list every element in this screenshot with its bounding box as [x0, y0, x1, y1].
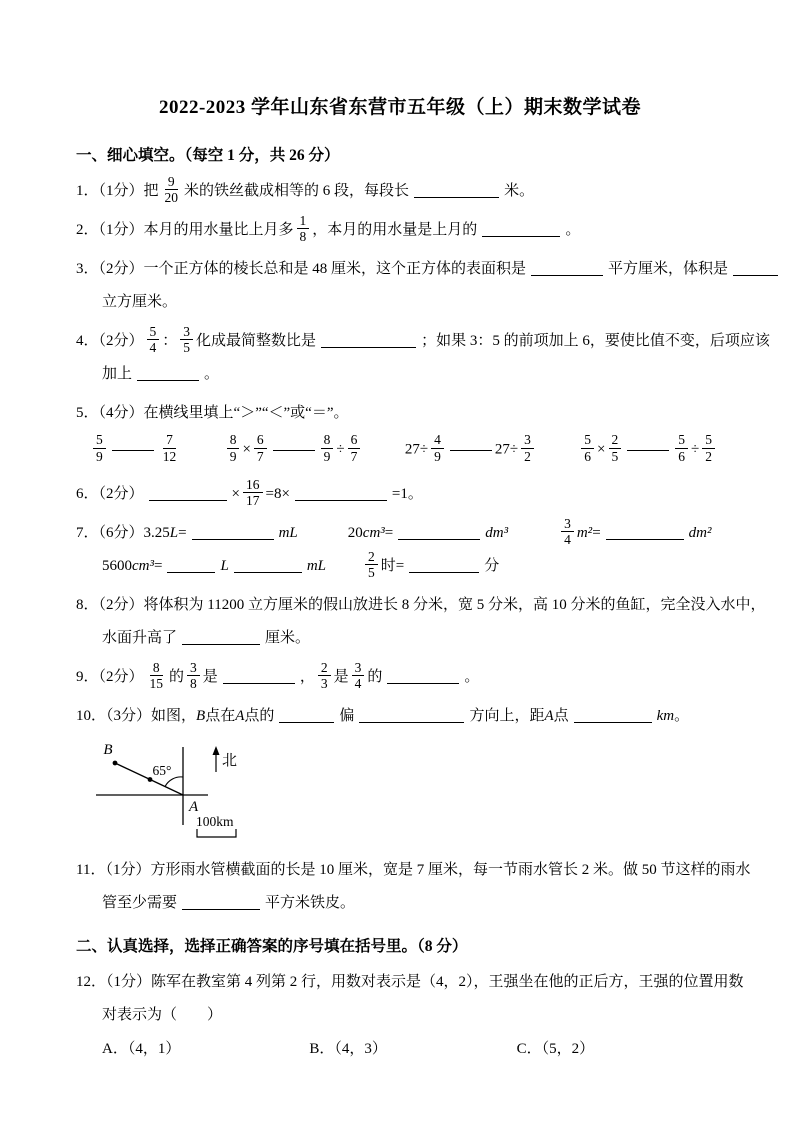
question-score: （1分） [98, 222, 144, 238]
answer-blank [137, 364, 199, 381]
fraction: $\frac{3}{5}$ [180, 324, 193, 356]
point-a-label: A [189, 799, 199, 816]
question-text: ，本月的用水量是上月的 [312, 222, 478, 238]
fraction: $\frac{8}{9}$ [321, 432, 334, 464]
question-text: 米的铁丝截成相等的 6 段，每段长 [184, 183, 410, 199]
fraction: $\frac{2}{5}$ [609, 432, 622, 464]
question-score: （3分） [106, 708, 152, 725]
ratio-colon: ： [162, 333, 178, 349]
unit-label: L [169, 525, 179, 542]
question-text: 化成最简整数比是 [196, 333, 317, 349]
question-text: 点的 [244, 708, 275, 725]
option-b: B．（4，3） [309, 1041, 387, 1058]
question-text: 对表示为（ ） [102, 1007, 223, 1024]
equation-text: =8× [265, 486, 290, 503]
fraction: $\frac{16}{17}$ [243, 477, 263, 509]
multiply-sign: × [597, 441, 606, 458]
section-1-heading: 一、细心填空。（每空 1 分，共 26 分） [76, 147, 340, 164]
expression-text: 27÷ [404, 441, 429, 458]
fraction: $\frac{3}{4}$ [352, 660, 365, 692]
fraction: $\frac{8}{9}$ [227, 432, 240, 464]
question-text: 是 [333, 669, 349, 686]
north-arrowhead [213, 746, 220, 755]
question-text: 立方厘米。 [102, 294, 178, 310]
question-text: 。 [674, 708, 690, 725]
question-score: （2分） [98, 486, 144, 503]
question-text: 平方厘米，体积是 [608, 261, 729, 277]
unit-label: 分 [484, 558, 500, 575]
expression-text: 27÷ [494, 441, 519, 458]
equals-sign: = [384, 525, 394, 542]
question-1 [76, 175, 724, 208]
question-text: 本月的用水量比上月多 [143, 222, 294, 238]
unit-label: cm³ [132, 558, 154, 575]
answer-blank [182, 628, 260, 645]
conversion-value: 3.25 [143, 525, 170, 542]
answer-blank [295, 484, 387, 501]
question-12 [76, 966, 744, 1066]
question-score: （2分） [98, 333, 144, 349]
comparison-group-2 [224, 434, 364, 466]
compare-blank [450, 449, 492, 451]
unit-label: km [656, 708, 675, 725]
question-score: （2分） [98, 669, 144, 686]
north-label: 北 [222, 753, 238, 770]
question-text: 将体积为 11200 立方厘米的假山放进长 8 分米，宽 5 分米，高 10 分米的鱼缸，完全没入水中， [143, 597, 766, 614]
question-text: 。 [464, 669, 480, 686]
fraction: $\frac{6}{7}$ [254, 432, 267, 464]
question-text: 在横线里填上“＞”“＜”或“＝”。 [143, 405, 349, 421]
question-text: 管至少需要 [102, 895, 178, 912]
question-text: 的 [367, 669, 383, 686]
unit-label: mL [306, 558, 326, 575]
question-text: 方向上，距 [469, 708, 545, 725]
bearing-diagram-svg [88, 739, 268, 843]
conversion-value: 5600 [102, 558, 132, 575]
question-3 [76, 253, 729, 319]
question-score: （2分） [98, 261, 144, 277]
point-label: B [196, 708, 206, 725]
question-text: 陈军在教室第 4 列第 2 行，用数对表示是（4，2），王强坐在他的正后方，王强的位置用数 [151, 974, 744, 991]
fraction: $\frac{8}{15}$ [149, 659, 164, 692]
compare-blank [627, 449, 669, 451]
fraction: $\frac{3}{2}$ [521, 432, 534, 464]
question-2 [76, 214, 724, 247]
fraction: $\frac{6}{7}$ [348, 432, 361, 464]
divide-sign: ÷ [336, 441, 345, 458]
answer-blank [192, 523, 274, 540]
question-score: （1分） [105, 862, 151, 879]
fraction: $\frac{4}{9}$ [431, 432, 444, 464]
equals-sign: = [592, 525, 601, 542]
fraction: $\frac{5}{2}$ [702, 432, 715, 464]
equals-sign: = [178, 525, 187, 542]
fraction: $\frac{2}{5}$ [365, 549, 378, 581]
conversion-text: 时= [380, 558, 405, 575]
question-number: 6． [76, 486, 99, 503]
fraction: $\frac{3}{4}$ [561, 516, 574, 548]
question-number: 8． [76, 597, 99, 614]
answer-blank [733, 259, 778, 276]
fraction: $\frac{7}{12}$ [162, 432, 177, 464]
question-text: 米。 [504, 183, 535, 199]
unit-label: mL [278, 525, 298, 542]
multiply-sign: × [231, 486, 240, 503]
answer-blank [321, 331, 416, 348]
section-2-heading: 二、认真选择，选择正确答案的序号填在括号里。（8 分） [76, 938, 468, 956]
question-text: 水面升高了 [102, 630, 178, 647]
question-number: 12． [76, 974, 107, 991]
question-number: 4． [76, 333, 99, 349]
fraction: $\frac{5}{4}$ [147, 324, 160, 356]
option-c: C．（5，2） [516, 1041, 595, 1058]
fraction: $\frac{2}{3}$ [318, 660, 331, 692]
fraction: $\frac{9}{20}$ [164, 173, 179, 206]
answer-blank [414, 181, 499, 198]
answer-blank [279, 706, 334, 723]
question-7 [76, 517, 724, 583]
comparison-group-1 [90, 434, 182, 466]
question-score: （2分） [98, 597, 144, 614]
question-10 [76, 700, 724, 848]
answer-blank [234, 556, 302, 573]
fraction: $\frac{3}{8}$ [187, 660, 200, 692]
compare-blank [112, 449, 154, 451]
answer-blank [482, 220, 560, 237]
question-text: 。 [204, 366, 220, 382]
question-11 [76, 854, 751, 920]
question-6 [76, 478, 724, 511]
question-8 [76, 589, 766, 655]
comparison-row [76, 430, 724, 472]
question-text: 偏 [339, 708, 355, 725]
point-b-label: B [103, 742, 113, 759]
answer-blank [574, 706, 652, 723]
question-number: 9． [76, 669, 99, 686]
fraction: $\frac{5}{6}$ [581, 432, 594, 464]
question-number: 5． [76, 405, 99, 421]
unit-label: m² [576, 525, 593, 542]
fraction: $\frac{5}{6}$ [675, 432, 688, 464]
question-number: 3． [76, 261, 99, 277]
question-score: （4分） [98, 405, 144, 421]
question-text: 平方米铁皮。 [265, 895, 356, 912]
question-text: 的 [169, 669, 185, 686]
question-text: 。 [565, 222, 581, 238]
conversion-value: 20 [347, 525, 363, 542]
fraction: $\frac{5}{9}$ [93, 432, 106, 464]
scale-bracket [197, 829, 236, 837]
divide-sign: ÷ [691, 441, 700, 458]
question-text: 一个正方体的棱长总和是 48 厘米，这个正方体的表面积是 [143, 261, 527, 277]
point-label: A [235, 708, 245, 725]
question-text: 如图， [151, 708, 197, 725]
question-text: 方形雨水管横截面的长是 10 厘米，宽是 7 厘米，每一节雨水管长 2 米。做 50 节这样的雨水 [150, 862, 751, 879]
point-b-dot [113, 761, 118, 766]
compare-blank [273, 449, 315, 451]
fraction: $\frac{1}{8}$ [297, 213, 310, 245]
answer-blank [359, 706, 464, 723]
question-5 [76, 397, 724, 472]
answer-blank [167, 556, 215, 573]
question-score: （1分） [106, 974, 152, 991]
equation-text: =1。 [391, 486, 423, 503]
unit-label: L [220, 558, 229, 575]
question-text: 厘米。 [265, 630, 311, 647]
question-score: （6分） [98, 525, 144, 542]
question-number: 10． [76, 708, 107, 725]
question-9 [76, 661, 724, 694]
unit-label: dm² [688, 525, 712, 542]
question-text: 点 [553, 708, 569, 725]
question-4 [76, 323, 770, 391]
answer-blank [398, 523, 480, 540]
answer-blank [409, 556, 479, 573]
angle-label: 65° [152, 763, 172, 779]
unit-label: dm³ [485, 525, 509, 542]
bearing-diagram [88, 739, 724, 848]
option-a: A．（4，1） [102, 1041, 181, 1058]
answer-blank [182, 893, 260, 910]
question-text: 把 [143, 183, 159, 199]
answer-blank [606, 523, 684, 540]
question-number: 1． [76, 183, 99, 199]
multiply-sign: × [242, 441, 251, 458]
question-text: ；如果 3：5 的前项加上 6，要使比值不变，后项应该 [421, 333, 770, 349]
options-row [76, 1032, 724, 1066]
angle-arc [165, 777, 183, 787]
comparison-group-3 [405, 434, 537, 466]
answer-blank [387, 667, 459, 684]
answer-blank [149, 484, 227, 501]
unit-label: cm³ [362, 525, 385, 542]
question-text: 是 [202, 669, 218, 686]
page-title: 2022-2023 学年山东省东营市五年级（上）期末数学试卷 [158, 97, 642, 118]
question-number: 11． [76, 862, 106, 879]
point-label: A [544, 708, 554, 725]
question-score: （1分） [98, 183, 144, 199]
comparison-group-4 [578, 434, 718, 466]
question-number: 2． [76, 222, 99, 238]
question-text: 点在 [205, 708, 236, 725]
equals-sign: = [154, 558, 163, 575]
question-number: 7． [76, 525, 99, 542]
answer-blank [223, 667, 295, 684]
question-text: 加上 [102, 366, 133, 382]
question-text: ， [299, 669, 315, 686]
answer-blank [531, 259, 603, 276]
scale-label: 100km [196, 814, 234, 830]
